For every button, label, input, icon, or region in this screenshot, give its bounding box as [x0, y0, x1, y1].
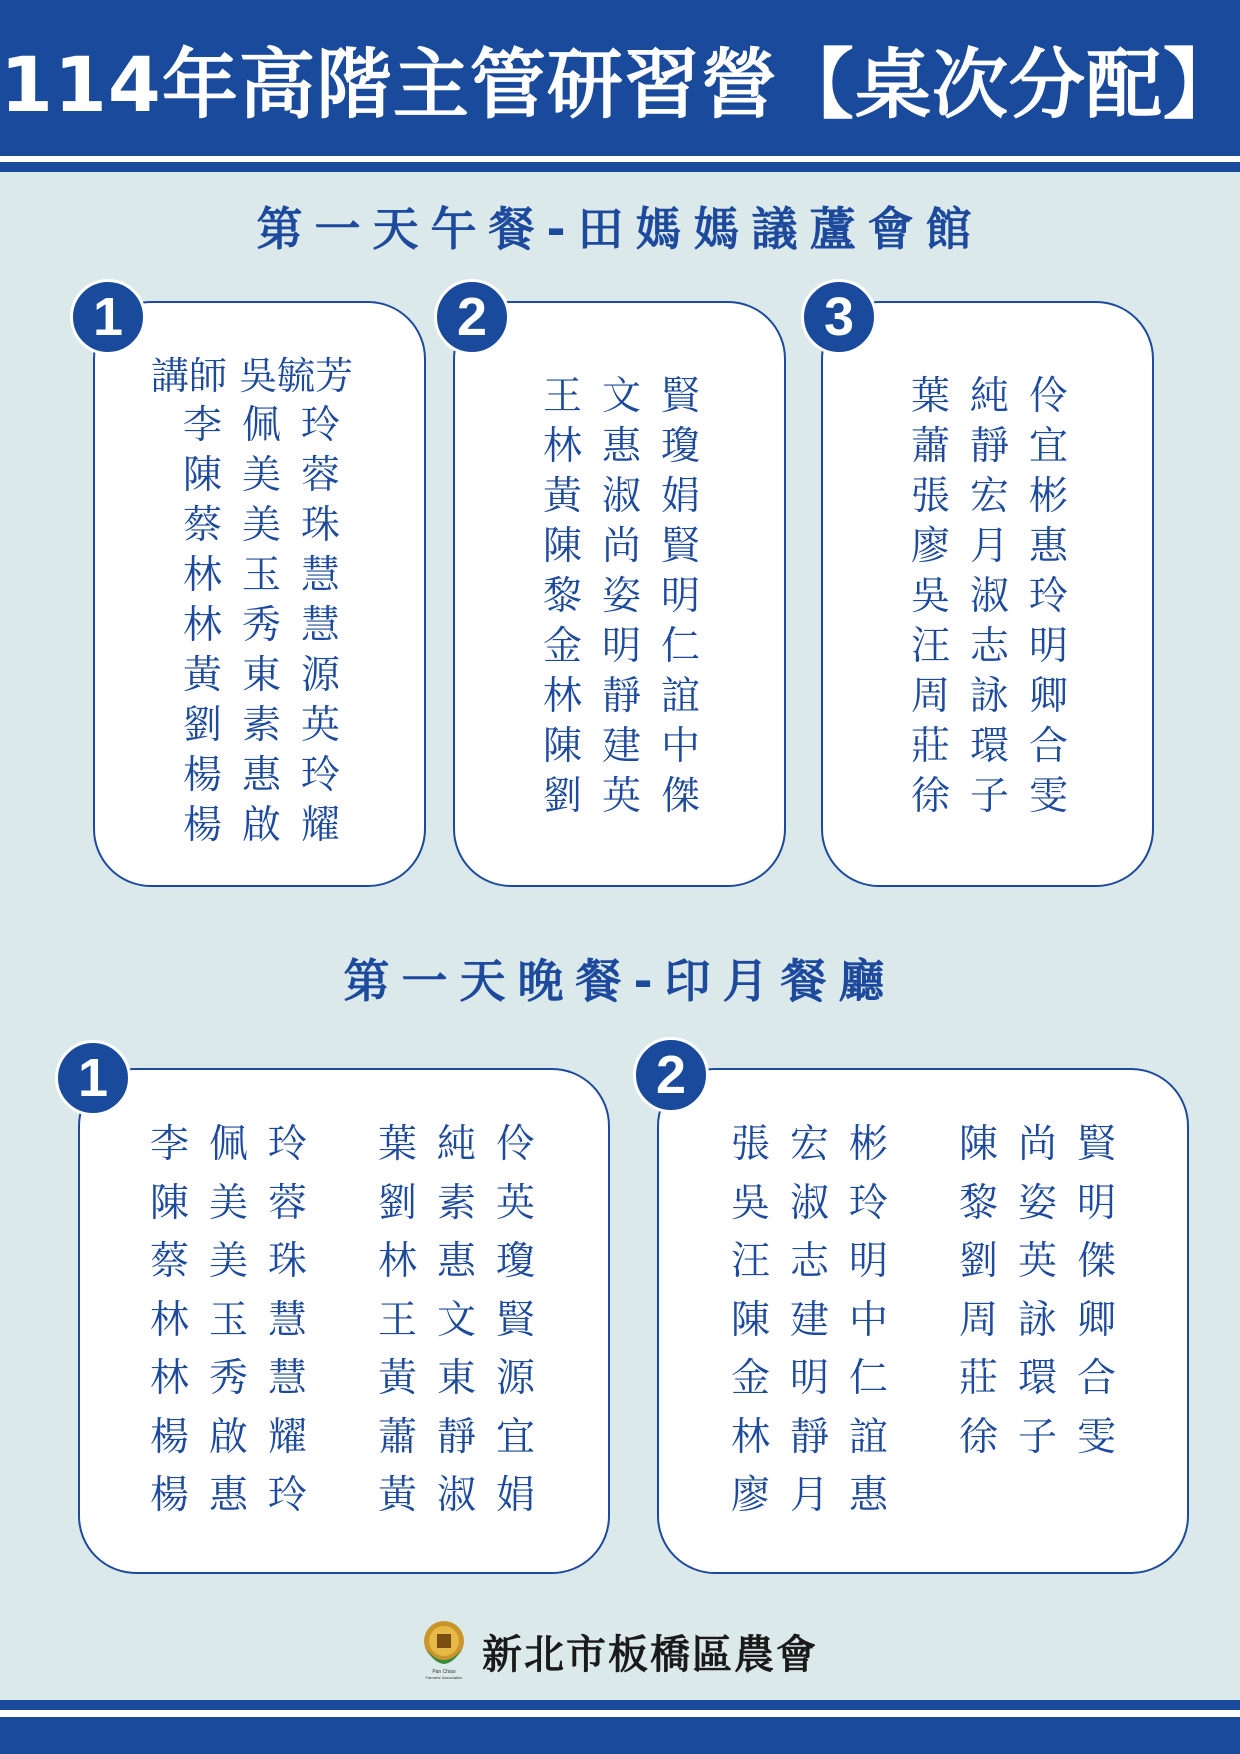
footer-bar	[0, 1717, 1240, 1754]
attendee-name: 楊啟耀	[150, 1414, 328, 1460]
attendee-name: 林玉慧	[150, 1297, 328, 1343]
attendee-name: 王文賢	[543, 374, 721, 419]
attendee-name: 周詠卿	[911, 674, 1089, 719]
attendee-name: 林秀慧	[183, 603, 361, 648]
dinner-table-1-names-left	[150, 1116, 327, 1526]
attendee-name: 楊惠玲	[183, 753, 361, 798]
attendee-name: 金明仁	[731, 1356, 909, 1401]
attendee-name: 莊環合	[911, 724, 1089, 769]
attendee-name: 楊啟耀	[183, 803, 361, 848]
attendee-name: 劉英傑	[543, 774, 721, 819]
dinner-table-2-names-left	[731, 1116, 908, 1526]
logo-caption-2: Farmers' Association	[425, 1675, 463, 1680]
dinner-table-1-names-right	[378, 1116, 555, 1526]
attendee-name: 廖月惠	[731, 1473, 909, 1518]
footer-stripe-top	[0, 1700, 1240, 1710]
attendee-name: 蔡美珠	[150, 1239, 328, 1284]
organization-name: 新北市板橋區農會	[482, 1630, 818, 1678]
attendee-name: 吳淑玲	[911, 574, 1089, 619]
attendee-name: 張宏彬	[911, 474, 1089, 519]
lunch-table-2-card	[453, 301, 786, 887]
attendee-name: 陳美蓉	[150, 1180, 328, 1226]
attendee-name: 劉英傑	[959, 1239, 1137, 1284]
attendee-name: 陳建中	[731, 1297, 909, 1343]
attendee-name: 陳美蓉	[183, 453, 361, 498]
page-title: 114年高階主管研習營【桌次分配】	[0, 39, 1240, 129]
attendee-name: 黃東源	[183, 653, 361, 698]
attendee-name: 林惠瓊	[378, 1239, 556, 1284]
attendee-name: 李佩玲	[150, 1122, 328, 1167]
attendee-name: 黃淑娟	[378, 1473, 556, 1518]
attendee-name: 蕭靜宜	[911, 424, 1089, 469]
attendee-name: 楊惠玲	[150, 1473, 328, 1518]
attendee-name: 葉純伶	[911, 374, 1089, 419]
attendee-name: 黎姿明	[543, 574, 721, 619]
attendee-name: 林玉慧	[183, 553, 361, 598]
attendee-name: 徐子雯	[959, 1414, 1137, 1460]
attendee-name: 黎姿明	[959, 1180, 1137, 1226]
attendee-name: 黃淑娟	[543, 474, 721, 519]
attendee-name: 金明仁	[543, 624, 721, 669]
table-number-badge: 3	[801, 279, 877, 355]
dinner-section-title: 第一天晚餐-印月餐廳	[343, 954, 897, 1008]
lunch-table-2-names	[543, 372, 720, 822]
table-number-badge: 1	[70, 279, 146, 355]
table-number-badge: 2	[633, 1037, 709, 1113]
attendee-name: 劉素英	[378, 1180, 556, 1226]
dinner-table-2-card	[657, 1068, 1189, 1574]
attendee-name: 葉純伶	[378, 1122, 556, 1167]
attendee-name: 張宏彬	[731, 1122, 909, 1167]
table-number-badge: 2	[434, 279, 510, 355]
lunch-table-3-card	[821, 301, 1154, 887]
attendee-name: 林靜誼	[543, 674, 721, 719]
attendee-name: 徐子雯	[911, 774, 1089, 819]
dinner-table-1-card	[78, 1068, 610, 1574]
footer-divider	[0, 1710, 1240, 1717]
attendee-name: 莊環合	[959, 1356, 1137, 1401]
attendee-name: 林秀慧	[150, 1356, 328, 1401]
dinner-table-2-names-right	[959, 1116, 1136, 1467]
farmers-association-emblem-icon	[420, 1619, 468, 1683]
attendee-name: 林靜誼	[731, 1414, 909, 1460]
attendee-name: 陳尚賢	[543, 524, 721, 569]
attendee-name: 蔡美珠	[183, 503, 361, 548]
attendee-name: 蕭靜宜	[378, 1414, 556, 1460]
logo-caption-1: Pan Chiao	[432, 1669, 456, 1675]
attendee-name: 廖月惠	[911, 524, 1089, 569]
attendee-name: 汪志明	[731, 1239, 909, 1284]
table-number-badge: 1	[55, 1040, 131, 1116]
attendee-name: 周詠卿	[959, 1297, 1137, 1343]
attendee-name: 陳尚賢	[959, 1122, 1137, 1167]
lunch-table-1-names	[183, 401, 360, 851]
attendee-name: 吳淑玲	[731, 1180, 909, 1226]
attendee-name: 王文賢	[378, 1297, 556, 1343]
speaker-label: 講師 吳毓芳	[151, 354, 354, 398]
lunch-table-3-names	[911, 372, 1088, 822]
header-underline	[0, 162, 1240, 172]
organization-logo	[420, 1616, 840, 1686]
attendee-name: 陳建中	[543, 724, 721, 769]
attendee-name: 汪志明	[911, 624, 1089, 669]
attendee-name: 黃東源	[378, 1356, 556, 1401]
attendee-name: 林惠瓊	[543, 424, 721, 469]
attendee-name: 劉素英	[183, 703, 361, 748]
header-bar	[0, 0, 1240, 156]
lunch-section-title: 第一天午餐-田媽媽議蘆會館	[256, 202, 984, 256]
lunch-table-1-card	[93, 301, 426, 887]
attendee-name: 李佩玲	[183, 403, 361, 448]
